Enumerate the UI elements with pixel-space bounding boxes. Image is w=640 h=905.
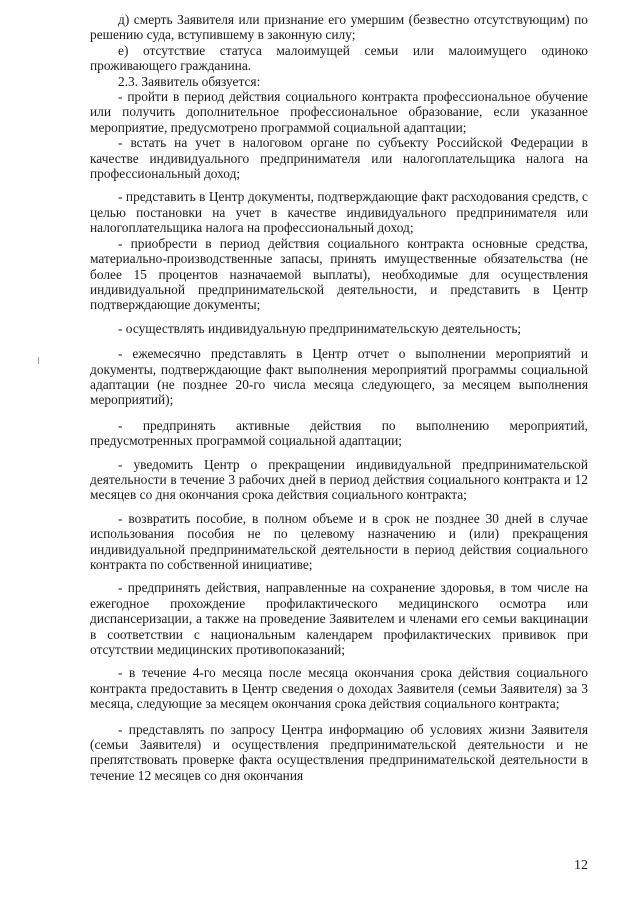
obligation-tax-registration: - встать на учет в налоговом органе по субъекту Российской Федерации в качестве индивидуального предпринимателя или налогоплательщика налога на профессиональный доход;: [90, 135, 588, 182]
document-page: [90, 12, 588, 783]
paragraph-item-e: е) отсутствие статуса малоимущей семьи или малоимущего одиноко проживающего гражданина.: [90, 42, 588, 74]
section-heading-2-3: 2.3. Заявитель обязуется:: [118, 73, 261, 89]
obligation-active-actions: - предпринять активные действия по выполнению мероприятий, предусмотренных программой социальной адаптации;: [90, 417, 588, 449]
page-number: 12: [574, 858, 588, 873]
obligation-monthly-report: - ежемесячно представлять в Центр отчет о выполнении мероприятий и документы, подтверждающие факт выполнения мероприятий программы социальной адаптации (не позднее 20-го числа месяца следующего, за месяцем выполнения мероприятий);: [90, 346, 588, 408]
obligation-conduct-business: - осуществлять индивидуальную предпринимательскую деятельность;: [118, 320, 522, 336]
obligation-provide-information: - представлять по запросу Центра информацию об условиях жизни Заявителя (семьи Заявителя) и осуществления предпринимательской деятельности и не препятствовать проверке факта осуществления предпринимательской деятельности в течение 12 месяцев со дня окончания: [90, 721, 588, 783]
obligation-acquire-assets: - приобрести в период действия социального контракта основные средства, материально-производственные запасы, принять имущественные обязательства (не более 15 процентов назначаемой выплаты), необходимые для осуществления индивидуальной предпринимательской деятельности, и представить в Центр подтверждающие документы;: [90, 235, 588, 313]
obligation-notify-termination: - уведомить Центр о прекращении индивидуальной предпринимательской деятельности в течение 3 рабочих дней в период действия социального контракта и 12 месяцев со дня окончания срока действия социального контракта;: [90, 456, 588, 503]
margin-mark: [38, 357, 39, 364]
obligation-training: - пройти в период действия социального контракта профессиональное обучение или получить дополнительное профессиональное образование, если указанное мероприятие, предусмотрено программой социальной адаптации;: [90, 89, 588, 135]
obligation-income-report: - в течение 4-го месяца после месяца окончания срока действия социального контракта предоставить в Центр сведения о доходах Заявителя (семьи Заявителя) за 3 месяца, следующие за месяцем окончания срока действия социального контракта;: [90, 665, 588, 712]
obligation-return-allowance: - возвратить пособие, в полном объеме и в срок не позднее 30 дней в случае использования пособия не по целевому назначению и (или) прекращения индивидуальной предпринимательской деятельности в период действия социального контракта по собственной инициативе;: [90, 510, 588, 572]
obligation-health: - предпринять действия, направленные на сохранение здоровья, в том числе на ежегодное прохождение профилактического медицинского осмотра или диспансеризации, а также на проведение Заявителем и членами его семьи вакцинации в соответствии с национальным календарем профилактических прививок при отсутствии медицинских противопоказаний;: [90, 580, 588, 658]
paragraph-item-d: д) смерть Заявителя или признание его умершим (безвестно отсутствующим) по решению суда, вступившему в законную силу;: [90, 12, 588, 43]
obligation-expense-documents: - представить в Центр документы, подтверждающие факт расходования средств, с целью постановки на учет в качестве индивидуального предпринимателя или налогоплательщика налога на профессиональный доход;: [90, 189, 588, 236]
